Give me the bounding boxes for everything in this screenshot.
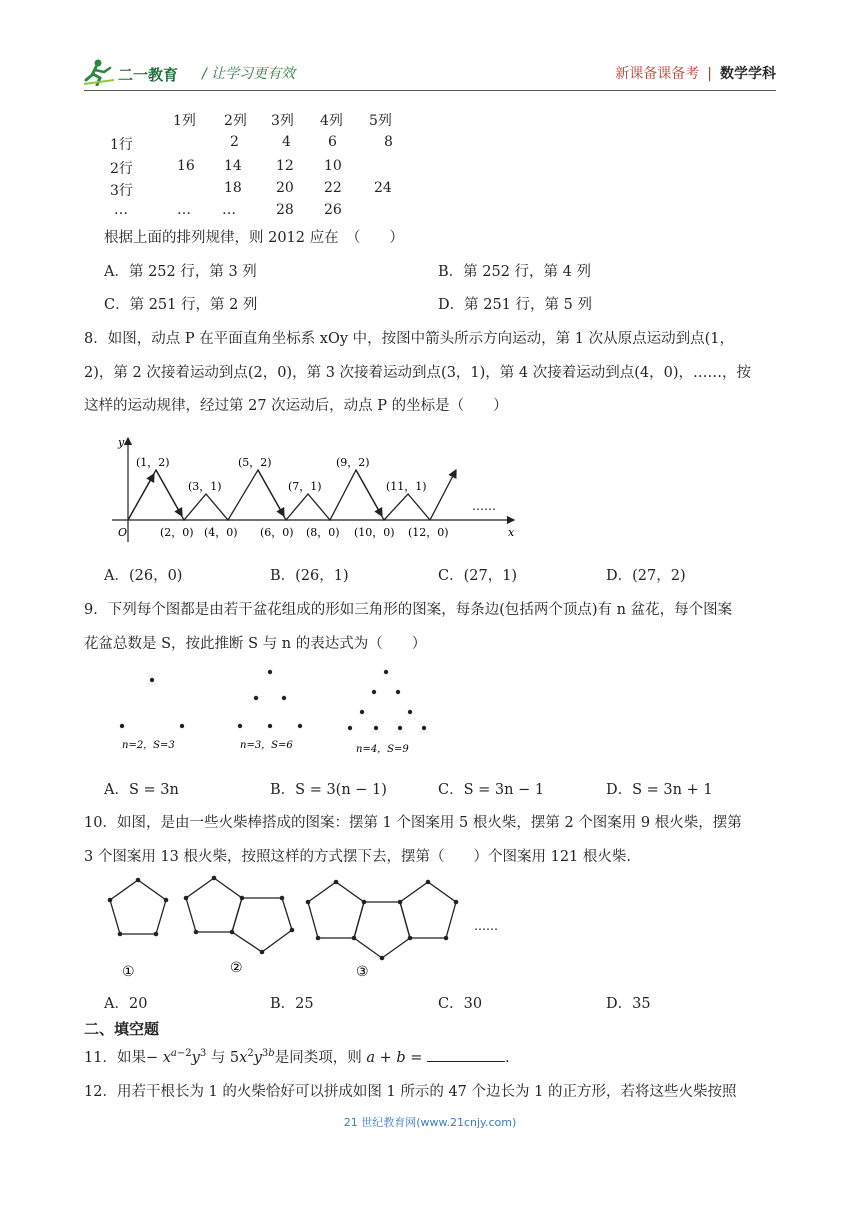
q10-option-a[interactable]: A．20 [104,996,148,1012]
x-axis-label: x [508,526,515,539]
bottom-point-label: (6，0) [260,526,294,539]
top-point-label: (5，2) [238,456,272,469]
figure-label: ③ [356,964,369,980]
q10-option-b[interactable]: B．25 [270,996,314,1012]
y-axis-label: y [118,436,125,449]
col-header: 4列 [320,113,343,129]
table-cell: 24 [374,180,392,196]
bottom-point-label: (12，0) [408,526,449,539]
q10-line-2: 3 个图案用 13 根火柴，按照这样的方式摆下去，摆第（ ）个图案用 121 根火柴. [84,849,632,865]
q8-option-d[interactable]: D．(27，2) [606,568,686,584]
table-cell: … [177,202,191,218]
q8-line-2: 2)，第 2 次接着运动到点(2，0)，第 3 次接着运动到点(3，1)，第 4 次接着运动到点(4，0)，……，按 [84,365,752,381]
q9-option-a[interactable]: A．S = 3n [104,782,179,798]
row-label: … [114,202,128,218]
q7-option-a[interactable]: A．第 252 行，第 3 列 [104,264,257,280]
col-header: 3列 [271,113,294,129]
pentagon-3 [308,882,456,958]
q9-line-1: 9．下列每个图都是由若干盆花组成的形如三角形的图案，每条边(包括两个顶点)有 n 盆花，每个图案 [84,602,733,618]
figure-label: ① [122,964,135,980]
figure-label: n=3，S=6 [240,740,293,751]
col-header: 5列 [369,113,392,129]
table-cell: 28 [276,202,294,218]
figure-label: n=4，S=9 [356,744,409,754]
col-header: 1列 [173,113,196,129]
q10-option-d[interactable]: D．35 [606,996,651,1012]
q9-option-b[interactable]: B．S = 3(n − 1) [270,782,387,798]
table-cell: 26 [324,202,342,218]
header-separator: | [707,66,712,82]
logo-icon [84,58,118,86]
zigzag-path [128,470,430,520]
top-point-label: (1，2) [136,456,170,469]
ellipsis: …… [472,499,496,513]
table-cell: 6 [328,134,337,150]
origin-label: O [118,526,128,539]
table-cell: … [222,202,236,218]
q8-option-a[interactable]: A．(26，0) [104,568,183,584]
q7-option-c[interactable]: C．第 251 行，第 2 列 [104,297,258,313]
table-cell: 2 [230,134,239,150]
table-cell: 8 [384,134,393,150]
q8-option-c[interactable]: C．(27，1) [438,568,518,584]
pentagon-2 [186,878,292,952]
q11-suffix: 是同类项，则 [274,1050,362,1066]
q9-option-d[interactable]: D．S = 3n + 1 [606,782,713,798]
pentagon-1 [110,880,166,934]
figure-label: n=2，S=3 [122,740,175,751]
table-cell: 14 [224,158,242,174]
q11-term-1: − $x^{a-2}y^3$ [145,1048,207,1066]
q8-line-1: 8．如图，动点 P 在平面直角坐标系 xOy 中，按图中箭头所示方向运动，第 1 次从原点运动到点(1， [84,331,734,347]
header-right [615,63,776,83]
top-point-label: (11，1) [386,480,427,493]
q7-option-d[interactable]: D．第 251 行，第 5 列 [438,297,592,313]
header-rule [84,90,776,91]
col-header: 2列 [224,113,247,129]
bottom-point-label: (8，0) [306,526,340,539]
table-cell: 20 [276,180,294,196]
dot-triangle-n4 [348,670,426,730]
q9-option-c[interactable]: C．S = 3n − 1 [438,782,545,798]
q12-line: 12．用若干根长为 1 的火柴恰好可以拼成如图 1 所示的 47 个边长为 1 的正方形，若将这些火柴按照 [84,1084,737,1100]
q11-end: . [504,1050,510,1066]
top-point-label: (7，1) [288,480,322,493]
dot-triangle-n3 [238,670,302,728]
header-course-label: 新课备课备考 [615,66,700,82]
slogan: / 让学习更有效 [202,66,296,82]
triangle-dots-figure [110,664,440,754]
table-cell: 16 [177,158,195,174]
row-label: 1行 [110,137,133,153]
bottom-point-label: (4，0) [204,526,238,539]
footer-text: 21 世纪教育网(www.21cnjy.com) [343,1116,517,1129]
q11-middle: 与 [210,1050,226,1066]
top-point-label: (9，2) [336,456,370,469]
number-table [106,110,426,222]
table-cell: 12 [276,158,294,174]
row-label: 2行 [110,161,133,177]
table-cell: 10 [324,158,342,174]
table-cell: 18 [224,180,242,196]
q10-option-c[interactable]: C．30 [438,996,483,1012]
figure-label: ② [230,960,243,976]
q7-stem: 根据上面的排列规律，则 2012 应在 （ ） [104,230,404,246]
q11-term-2: $5x^2y^{3b}$ [229,1048,275,1066]
q11-line [84,1046,510,1067]
table-cell: 22 [324,180,342,196]
q11-answer-blank[interactable] [427,1047,505,1062]
q10-line-1: 10．如图，是由一些火柴棒搭成的图案：摆第 1 个图案用 5 根火柴，摆第 2 个图案用 9 根火柴，摆第 [84,815,742,831]
dot-triangle-n2 [120,678,184,728]
top-point-label: (3，1) [188,480,222,493]
table-cell: 4 [282,134,291,150]
row-label: 3行 [110,183,133,199]
header [84,58,776,88]
ellipsis: …… [474,919,498,933]
matchstick-figure [100,872,520,982]
q8-option-b[interactable]: B．(26，1) [270,568,349,584]
q11-answer-prefix: a + b = [366,1050,423,1066]
logo-text: 二一教育 [118,66,179,84]
section-title: 二、填空题 [84,1020,160,1038]
q7-option-b[interactable]: B．第 252 行，第 4 列 [438,264,591,280]
header-subject-label: 数学学科 [720,66,776,82]
zigzag-figure [104,430,524,550]
bottom-point-label: (10，0) [354,526,395,539]
q11-prefix: 11．如果 [84,1050,146,1066]
q8-line-3: 这样的运动规律，经过第 27 次运动后，动点 P 的坐标是（ ） [84,398,508,414]
bottom-point-label: (2，0) [160,526,194,539]
q9-line-2: 花盆总数是 S，按此推断 S 与 n 的表达式为（ ） [84,636,427,652]
